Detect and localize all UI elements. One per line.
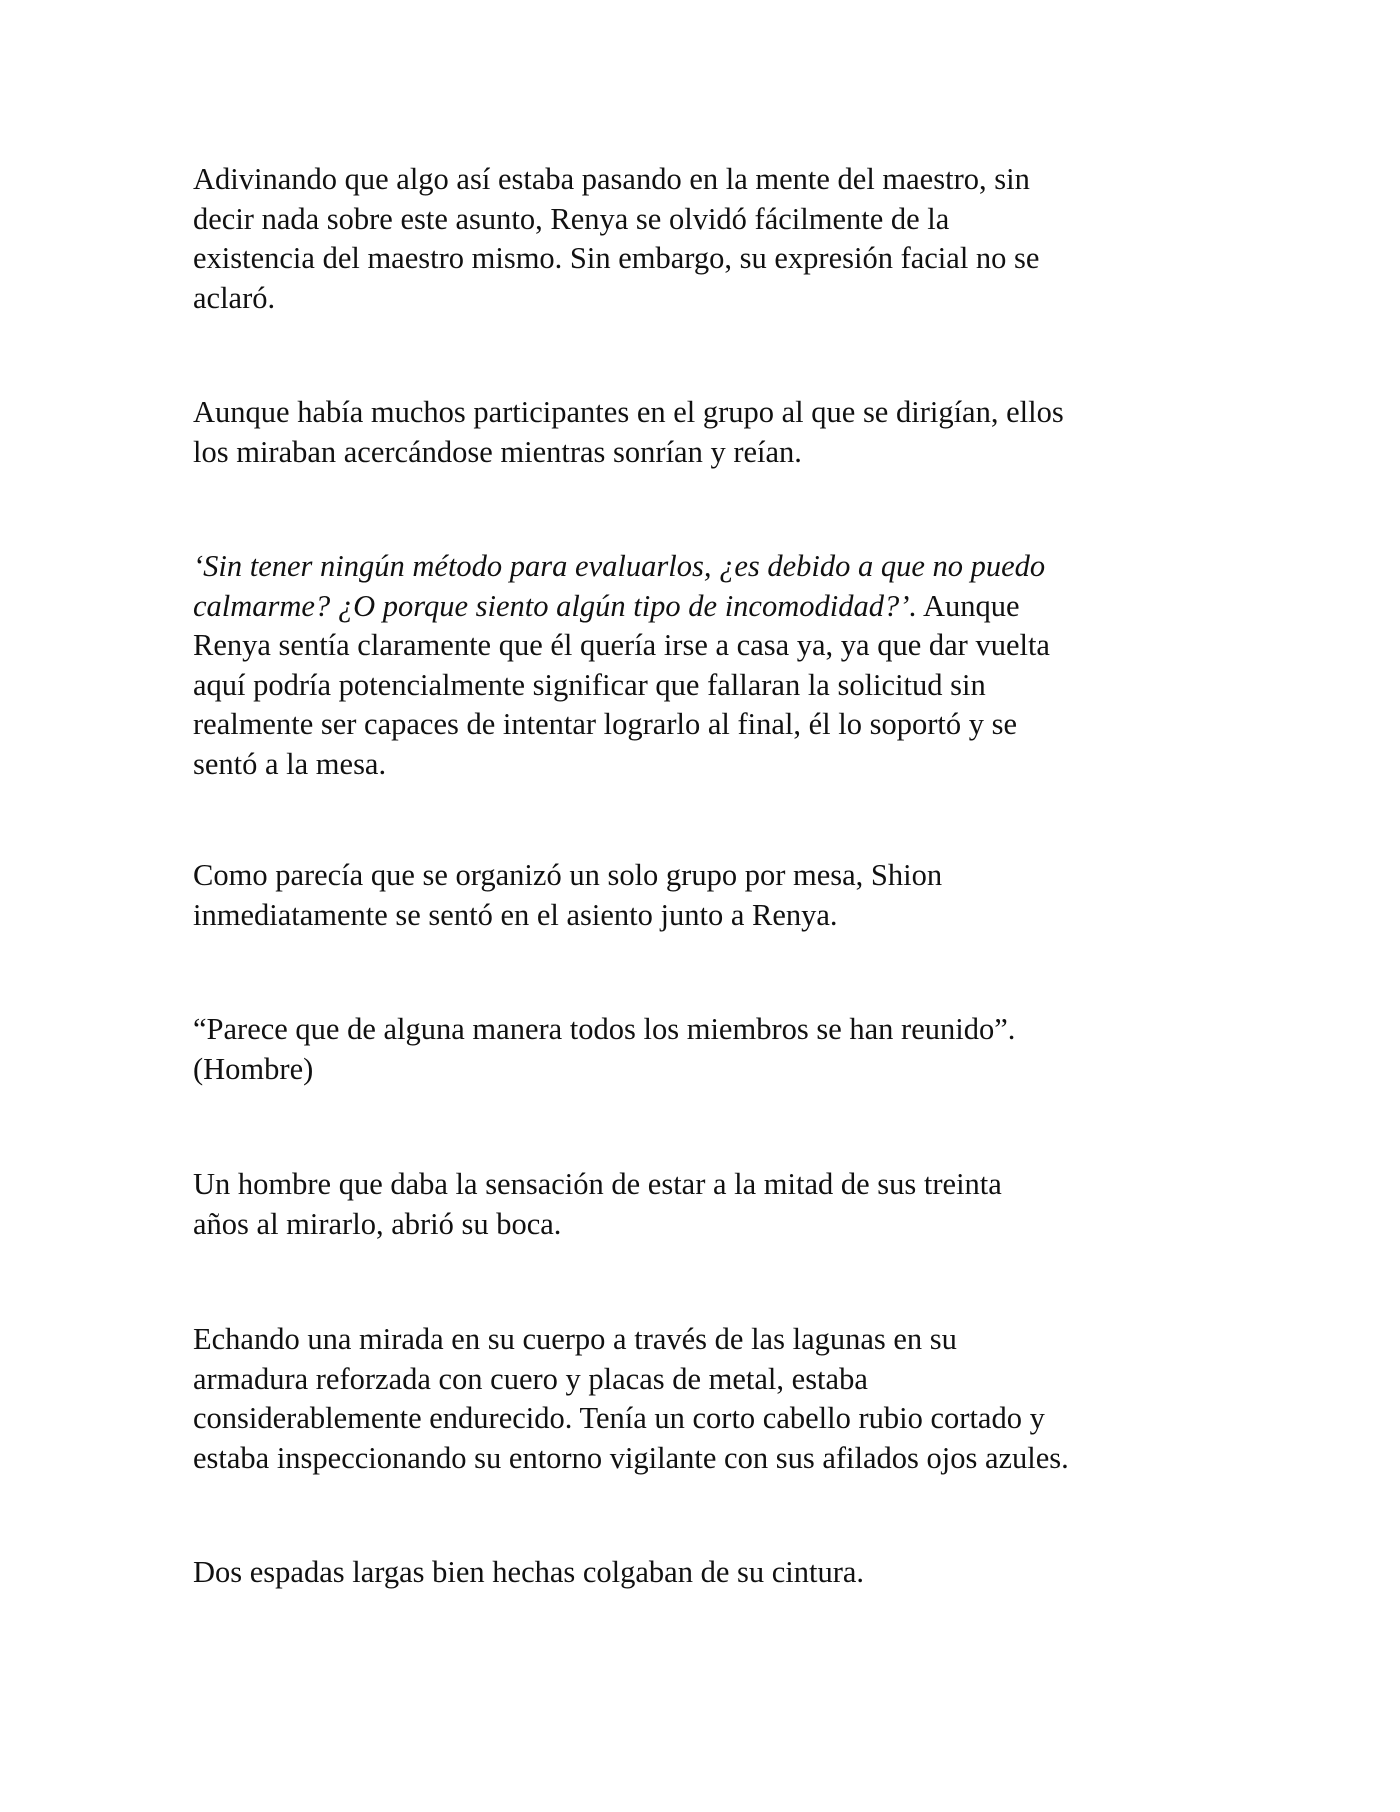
paragraph-line: aquí podría potencialmente significar que fallaran la solicitud sin bbox=[193, 667, 986, 702]
paragraph-1 bbox=[193, 160, 1203, 318]
paragraph-3 bbox=[193, 547, 1203, 784]
paragraph-line: aclaró. bbox=[193, 280, 276, 315]
paragraph-6 bbox=[193, 1165, 1203, 1244]
paragraph-2 bbox=[193, 393, 1203, 472]
paragraph-line: Echando una mirada en su cuerpo a través de las lagunas en su bbox=[193, 1322, 957, 1356]
paragraph-line: considerablemente endurecido. Tenía un corto cabello rubio cortado y bbox=[193, 1401, 1045, 1435]
paragraph-line: Dos espadas largas bien hechas colgaban de su cintura. bbox=[193, 1555, 865, 1589]
italic-thought-line: ‘Sin tener ningún método para evaluarlos, ¿es debido a que no puedo bbox=[193, 549, 1046, 583]
paragraph-line: Renya sentía claramente que él quería irse a casa ya, ya que dar vuelta bbox=[193, 628, 1050, 662]
paragraph-line: inmediatamente se sentó en el asiento junto a Renya. bbox=[193, 897, 838, 932]
paragraph-line: Adivinando que algo así estaba pasando en la mente del maestro, sin bbox=[193, 162, 1030, 196]
paragraph-line-tail: Aunque bbox=[917, 588, 1020, 623]
paragraph-line: Un hombre que daba la sensación de estar a la mitad de sus treinta bbox=[193, 1167, 1002, 1201]
paragraph-line: sentó a la mesa. bbox=[193, 746, 387, 781]
paragraph-8 bbox=[193, 1553, 1203, 1593]
paragraph-line: Como parecía que se organizó un solo grupo por mesa, Shion bbox=[193, 858, 943, 892]
paragraph-line: realmente ser capaces de intentar lograrlo al final, él lo soportó y se bbox=[193, 707, 1018, 741]
paragraph-7 bbox=[193, 1320, 1203, 1478]
paragraph-line: decir nada sobre este asunto, Renya se olvidó fácilmente de la bbox=[193, 201, 950, 236]
italic-thought-line: calmarme? ¿O porque siento algún tipo de incomodidad?’. bbox=[193, 588, 918, 623]
paragraph-4 bbox=[193, 856, 1203, 935]
paragraph-line: los miraban acercándose mientras sonrían y reían. bbox=[193, 434, 802, 469]
mixed-line bbox=[193, 587, 1203, 627]
paragraph-5 bbox=[193, 1010, 1203, 1089]
paragraph-line: existencia del maestro mismo. Sin embargo, su expresión facial no se bbox=[193, 241, 1040, 275]
paragraph-line: (Hombre) bbox=[193, 1051, 314, 1086]
paragraph-line: Aunque había muchos participantes en el grupo al que se dirigían, ellos bbox=[193, 395, 1064, 429]
paragraph-line: años al mirarlo, abrió su boca. bbox=[193, 1206, 562, 1241]
paragraph-line: armadura reforzada con cuero y placas de metal, estaba bbox=[193, 1361, 868, 1396]
paragraph-line: estaba inspeccionando su entorno vigilante con sus afilados ojos azules. bbox=[193, 1440, 1069, 1475]
paragraph-line: “Parece que de alguna manera todos los miembros se han reunido”. bbox=[193, 1012, 1016, 1046]
